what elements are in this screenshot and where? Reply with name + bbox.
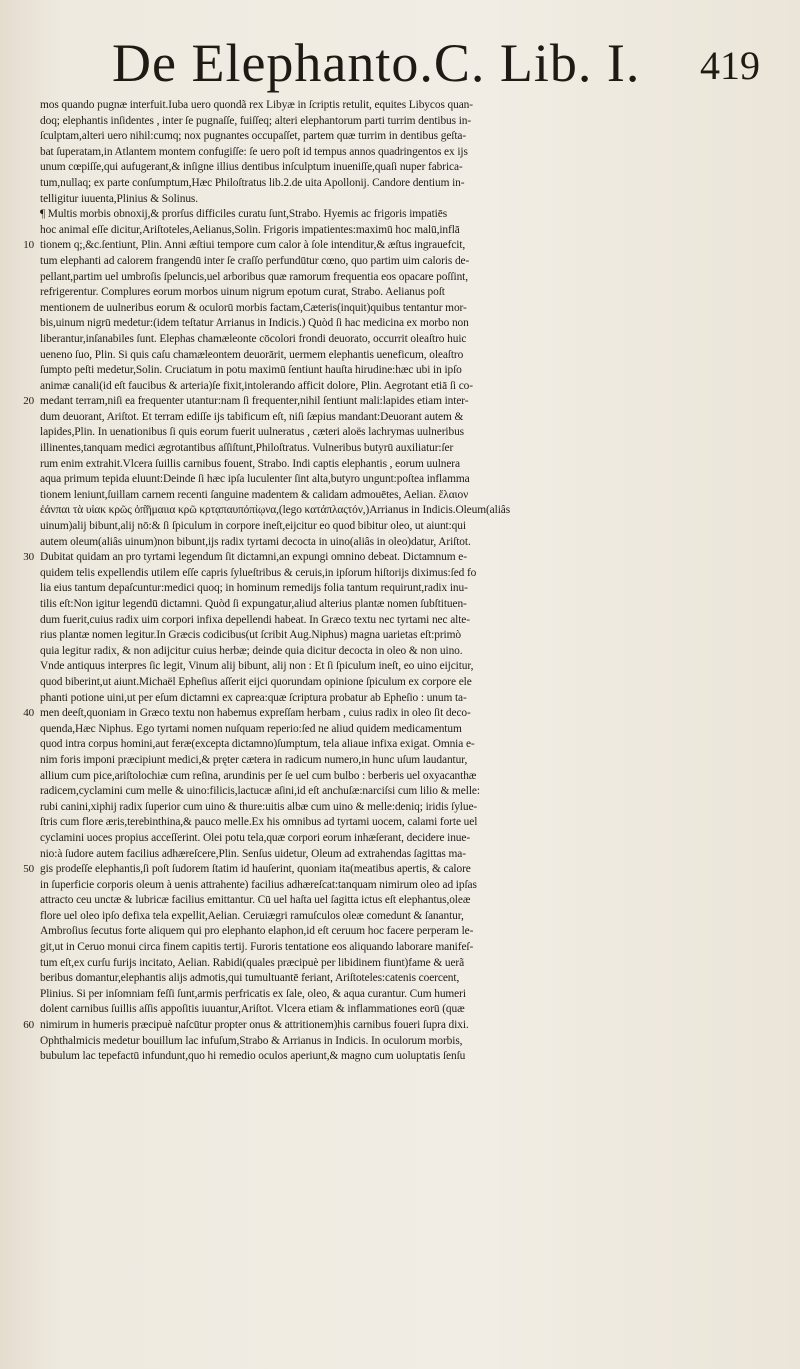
running-head: De Elephanto.C. Lib. I. [112,33,641,93]
text-line [40,145,740,161]
text-line [40,457,740,473]
line-text: illinentes,tanquam medici ægrotantibus aſſiſtunt,Philoſtratus. Vulneribus butyrū auxiliatur:ſer [40,442,454,455]
text-line [40,114,740,130]
line-text: pellant,partim uel umbroſis ſpeluncis,uel arboribus quæ ramorum frequentia eos opacare poſſint, [40,270,468,283]
line-text: unum cœpiſſe,qui aufugerant,& inſigne illius dentibus inſculptum inueniſſe,quaſi nuper fabrica- [40,161,463,174]
line-text: tum,nullaq; ex parte conſumptum,Hæc Philoſtratus lib.2.de uita Apollonij. Candore dentium in- [40,176,465,189]
line-text: lapides,Plin. In uenationibus ſi quis eorum fuerit uulneratus , cæteri aloës lachrymas uulneribus [40,426,465,439]
line-text: Ambroſius ſecutus forte aliquem qui pro elephanto elaphon,id eſt ceruum hoc facere perperam le- [40,925,474,938]
line-text: dum fuerit,cuius radix uim corpori infixa depellendi habeat. In Græco textu nec tyrtami nec alte- [40,613,470,626]
text-line [23,862,740,878]
line-text: autem oleum(aliâs uinum)non bibunt,ijs radix tyrtami decocta in uino(aliâs in oleo)datur, Ariſtot. [40,535,471,548]
line-text: dum deuorant, Ariſtot. Et terram ediſſe ijs tabificum eſt, niſi ſæpius mandant:Deuorant autem & [40,410,464,423]
line-text: quod intra corpus homini,aut feræ(excepta dictamno)ſumptum, tela aliaue infixa exigat. Omnia e- [40,738,475,751]
text-line [40,691,740,707]
line-text: rubi canini,xiphij radix ſuperior cum uino & thure:uitis albæ cum uino & melle:deniq; iridis ſylue- [40,800,478,813]
text-line [40,332,740,348]
line-text: bubulum lac tepefactū infundunt,quo hi remedio oculos aperiunt,& magno cum uoluptatis ſenſu [40,1050,466,1063]
text-line [40,1002,740,1018]
text-line [40,753,740,769]
line-text: rum enim extrahit.Vlcera ſuillis carnibus fouent, Strabo. Indi captis elephantis , eorum uulnera [40,457,460,470]
text-line [40,940,740,956]
text-line [40,519,740,535]
text-line [40,800,740,816]
line-text: ἐάνπαι τὰ υἱακ κρῶς ὀπ͂ῆμαιια κρῶ κρτᾳπαυπόπίῳνα,(lego κατάπλαςτόν,)Arrianus in Indicis.Oleum(aliâs [40,504,511,517]
line-text: nimirum in humeris præcipuè naſcūtur propter onus & attritionem)his carnibus foueri ſupra dixi. [40,1019,469,1032]
line-text: doq; elephantis inſidentes , inter ſe pugnaſſe, fuiſſeq; alteri elephantorum parti turrim dentibus in- [40,114,472,127]
line-text: hoc animal eſſe dicitur,Ariſtoteles,Aelianus,Solin. Frigoris impatientes:maximū hoc malū,inflā [40,223,460,236]
text-line [40,987,740,1003]
line-text: dolent carnibus ſuillis aſſis appoſitis iuuantur,Ariſtot. Vlcera etiam & inflammationes eorū (quæ [40,1003,465,1016]
text-line [40,924,740,940]
text-line [40,675,740,691]
text-line [40,160,740,176]
line-number: 10 [23,239,34,252]
text-line [40,98,740,114]
line-text: nim foris imponi præcipiunt medici,& pręter cætera in radicum numero,in hunc uſum laudantur, [40,753,468,766]
line-text: quidem telis expellendis utilem eſſe capris ſylueſtribus & ceruis,in ipſorum hiſtorijs diximus:ſed fo [40,566,477,579]
text-line [40,207,740,223]
text-line [23,550,740,566]
line-text: ſumpto peſti medetur,Solin. Cruciatum in potu maximū ſentiunt hauſta hirudine:hæc ubi in ipſo [40,364,462,377]
text-line [40,644,740,660]
line-text: radicem,cyclamini cum melle & uino:filicis,lactucæ aſini,id eſt anchuſæ:narciſsi cum lilio & melle: [40,785,480,798]
text-line [40,722,740,738]
line-number: 40 [23,707,34,720]
line-text: nio:à ſudore autem facilius adhæreſcere,Plin. Senſus uidetur, Oleum ad extrahendas ſagittas ma- [40,847,466,860]
line-text: tilis eſt:Non igitur legendū dictamni. Quòd ſi expungatur,aliud alterius plantæ nomen ſubſtituen- [40,598,467,610]
text-line [40,410,740,426]
text-line [40,176,740,192]
line-text: tum eſt,ex curſu furijs incitato, Aelian. Rabidi(quales præcipuè per libidinem fiunt)fame & uerã [40,956,465,969]
line-text: aqua primum tepida eluunt:Deinde ſi hæc ipſa luculenter ſint alta,butyro ungunt:poſtea inflamma [40,473,470,486]
line-text: liberantur,inſanabiles ſunt. Elephas chamæleonte cōcolori frondi deuorato, occurrit oleaſtro huic [40,332,467,345]
text-line [40,566,740,582]
text-line [40,878,740,894]
text-line [40,535,740,551]
line-number: 30 [23,551,34,564]
text-line [40,597,740,613]
text-line [40,831,740,847]
text-line [40,1034,740,1050]
text-line [40,223,740,239]
text-line [40,270,740,286]
text-line [40,348,740,364]
line-text: ſculptam,alteri uero nihil:cumq; nox pugnantes occupaſſet, partem quæ turrim in dentibus geſta- [40,130,467,143]
text-line [40,425,740,441]
text-line [23,1018,740,1034]
line-text: mentionem de uulneribus eorum & oculorū morbis factam,Cæteris(inquit)quibus tentantur mor- [40,301,467,314]
line-text: Plinius. Si per inſomniam feſſi ſunt,armis perfricatis ex ſale, oleo, & aqua curantur. Cum humeri [40,987,466,1000]
line-text: flore uel oleo ipſo defixa tela expellit,Aelian. Ceruiægri ramuſculos oleæ comedunt & ſanantur, [40,909,464,922]
line-text: Dubitat quidam an pro tyrtami legendum ſit dictamni,an expungi omnino debeat. Dictamnum e- [40,551,467,564]
line-text: tionem leniunt,ſuillam carnem recenti ſanguine madentem & calidam admouētes, Aelian. ἔλαιον [40,488,469,501]
text-line [40,379,740,395]
text-line [40,769,740,785]
text-line [40,737,740,753]
line-text: quenda,Hæc Niphus. Ego tyrtami nomen nuſquam reperio:ſed ne aliud quidem medicamentum [40,722,462,735]
text-line [40,628,740,644]
line-text: allium cum pice,ariſtolochiæ cum reſina, arundinis per ſe uel cum bulbo : berberis uel oxyacanthæ [40,769,477,782]
line-text: attracto ceu unctæ & lubricæ facilius emittantur. Cū uel haſta uel ſagitta ictus eſt elephantus,oleæ [40,894,471,907]
text-line [40,613,740,629]
page-header [0,30,800,96]
text-line [40,581,740,597]
text-line [40,129,740,145]
text-line [40,909,740,925]
line-text: quia legitur radix, & non adijcitur cuius herbæ; deinde quia dicitur decocta in oleo & non uino. [40,644,463,657]
line-text: in ſuperficie corporis oleum à uenis attrahente) facilius adhæreſcat:tanquam nimirum oleo ad ipſas [40,878,477,891]
text-line [40,956,740,972]
text-line [40,815,740,831]
line-text: ¶ Multis morbis obnoxij,& prorſus difficiles curatu ſunt,Strabo. Hyemis ac frigoris impatiēs [40,208,448,221]
text-line [40,285,740,301]
line-text: telligitur iuuenta,Plinius & Solinus. [40,192,198,205]
text-line [40,192,740,208]
line-text: rius plantæ nomen legitur.In Græcis codicibus(ut ſcribit Aug.Niphus) magna uarietas eſt:primò [40,629,461,642]
line-text: ſtris cum flore æris,terebinthina,& pauco melle.Ex his omnibus ad tyrtami uocem, calami forte uel [40,816,478,829]
text-line [40,488,740,504]
line-text: refrigerentur. Complures eorum morbos uinum nigrum epotum curat, Strabo. Aelianus poſt [40,286,445,299]
text-line [40,503,740,519]
line-text: beribus domantur,elephantis alijs admotis,qui tumultuantē feriant, Ariſtoteles:catenis coercent, [40,972,460,985]
text-line [40,784,740,800]
text-line [40,893,740,909]
line-text: animæ canali(id eſt faucibus & arteria)ſe fixit,intolerando afficit dolore, Plin. Aegrotant etiā ſi co- [40,379,473,392]
line-text: Vnde antiquus interpres ſic legit, Vinum alij bibunt, alij non : Et ſi ſpiculum ineſt, eo uino eijcitur, [40,660,474,673]
text-line [23,394,740,410]
line-text: git,ut in Ceruo monui circa finem capitis tertij. Furoris tentatione eos aliquando laborare manifeſ- [40,941,474,954]
line-text: mos quando pugnæ interfuit.Iuba uero quondã rex Libyæ in ſcriptis retulit, equites Libycos quan- [40,99,473,111]
text-line [23,706,740,722]
line-text: men deeſt,quoniam in Græco textu non habemus expreſſam herbam , cuius radix in oleo ſit deco- [40,707,471,720]
text-line [40,659,740,675]
text-line [40,441,740,457]
line-text: bis,uinum nigrū medetur:(idem teſtatur Arrianus in Indicis.) Quòd ſi hac medicina ex morbo non [40,317,469,330]
text-line [40,363,740,379]
line-text: tum elephanti ad calorem frangendū inter ſe craſſo perfundūtur cœno, quo partim uim caloris de- [40,254,470,267]
text-line [40,472,740,488]
line-text: cyclamini uoces propius acceſſerint. Olei potu tela,quæ corpori eorum inhæſerant, decidere inue- [40,831,471,844]
line-text: bat ſuperatam,in Atlantem montem confugiſſe: ſe uero poſt id tempus annos quadringentos ex ijs [40,145,468,158]
line-text: ueneno ſuo, Plin. Si quis caſu chamæleontem deuorārit, uermem elephantis ueneficum, oleaſtro [40,348,464,361]
line-text: phanti potione uini,ut per eſum dictamni ex caprea:quæ ſcriptura probatur ab Epheſio : unum ta- [40,691,467,704]
text-line [40,1049,740,1065]
text-line [40,254,740,270]
text-line [23,238,740,254]
line-text: medant terram,niſi ea frequenter utantur:nam ſi frequenter,nihil ſentiunt mali:lapides etiam inter- [40,395,469,408]
text-line [40,847,740,863]
line-number: 20 [23,395,34,408]
line-text: uinum)alij bibunt,alij nō:& ſi ſpiculum in corpore ineſt,eijcitur eo quod bibitur oleo, ut aiunt:qui [40,520,466,533]
line-text: tionem q;,&c.ſentiunt, Plin. Anni æſtiui tempore cum calor à ſole intenditur,& æſtus ingrauefcit, [40,239,466,252]
line-text: gis prodeſſe elephantis,ſi poſt ſudorem ſtatim id hauſerint, quoniam ita(meatibus apertis, & calore [40,863,471,876]
line-text: lia eius tantum depaſcuntur:medici quoq; in hominum remedijs folia tantum requirunt,radix inu- [40,582,468,595]
text-line [40,316,740,332]
body-text-column [23,98,740,1065]
text-line [40,301,740,317]
line-text: quod biberint,ut aiunt.Michaël Epheſius aſſerit eijci quorundam opinione ſpiculum ex corpore ele [40,675,472,688]
line-text: Ophthalmicis medetur bouillum lac infuſum,Strabo & Arrianus in Indicis. In oculorum morbis, [40,1034,463,1047]
text-line [40,971,740,987]
line-number: 60 [23,1019,34,1032]
line-number: 50 [23,863,34,876]
page-number: 419 [700,43,760,88]
